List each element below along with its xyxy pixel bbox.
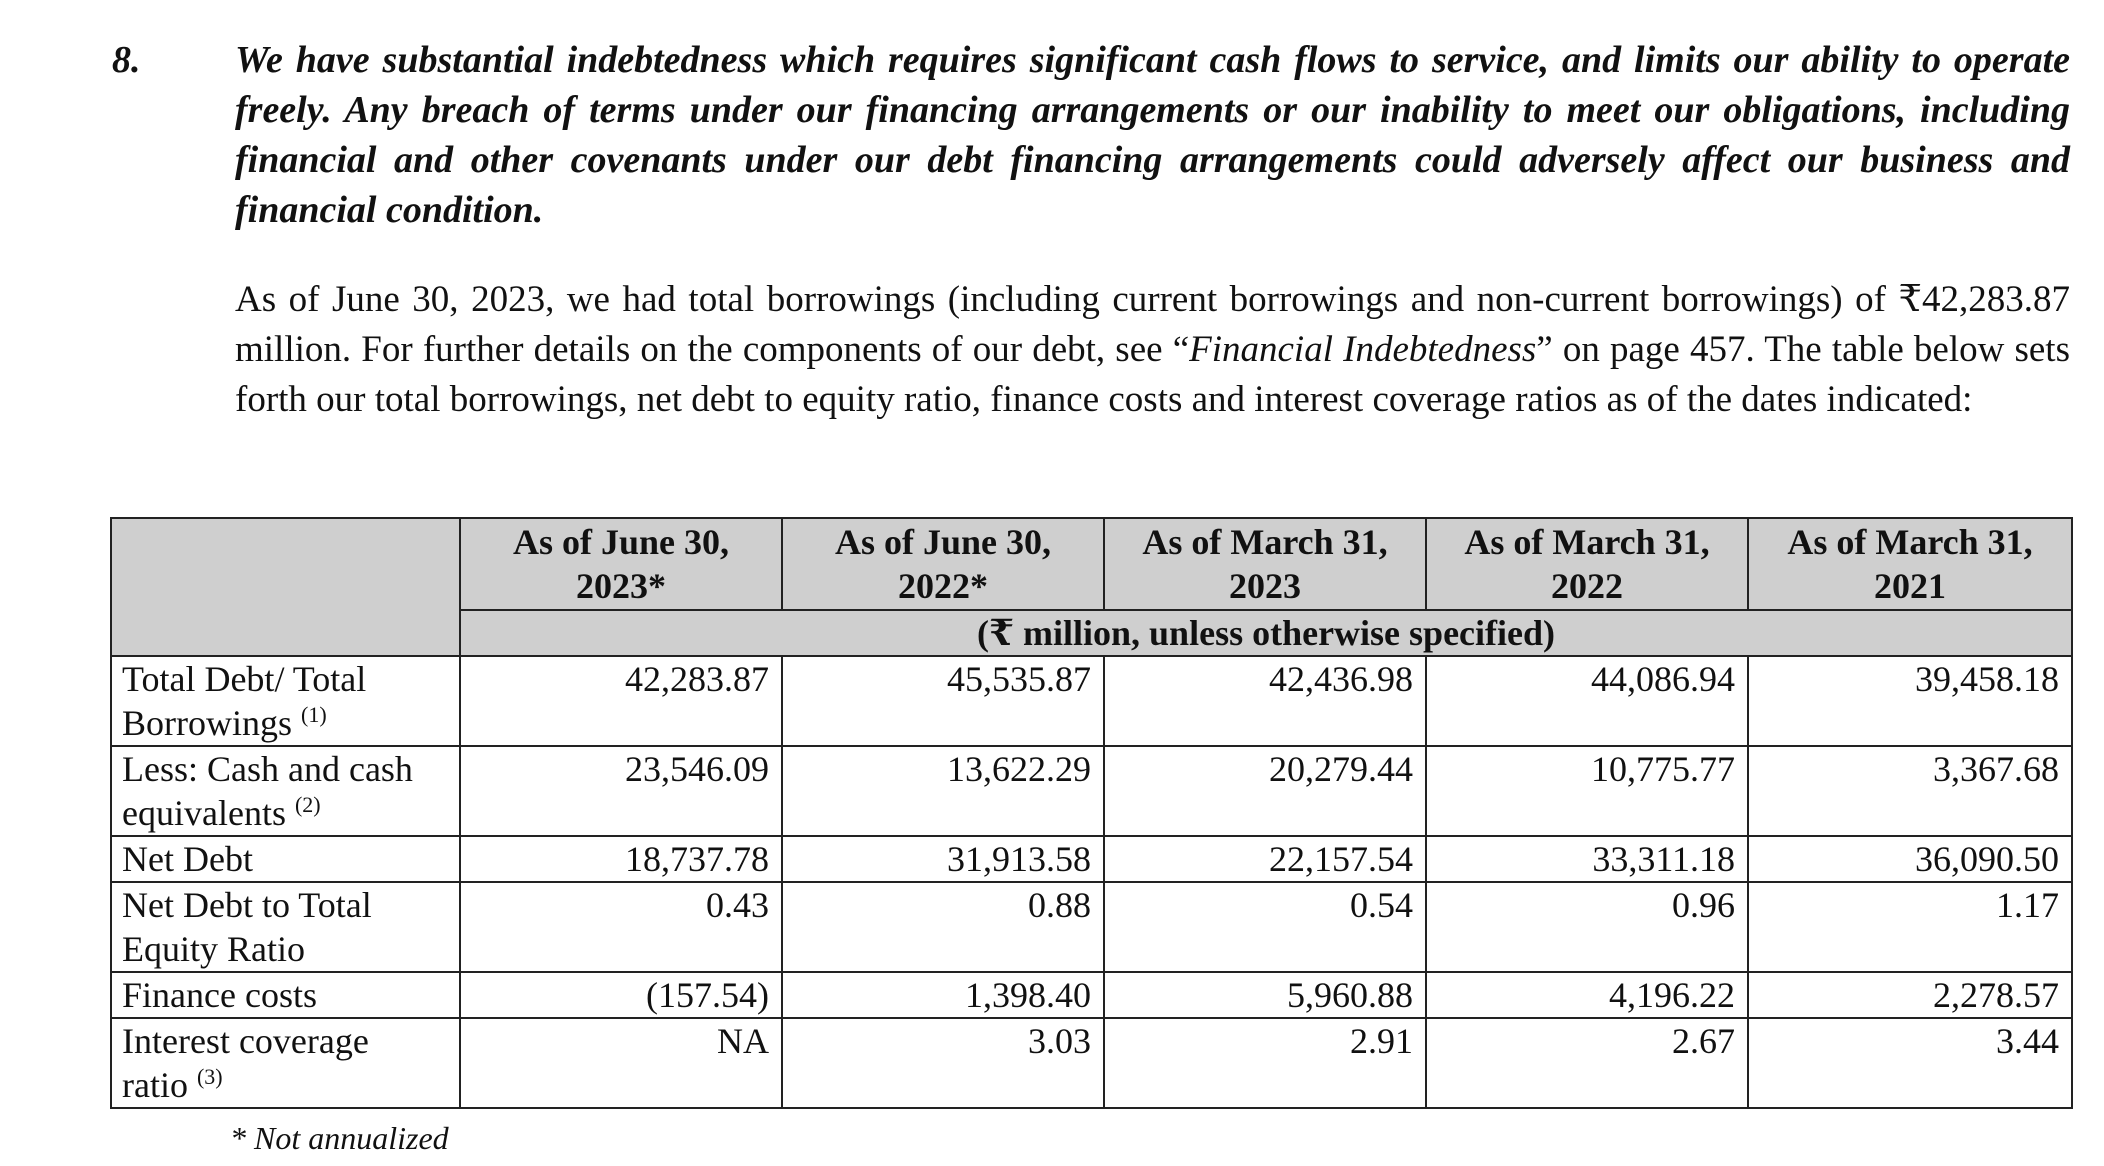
table-cell: 42,436.98 — [1104, 656, 1426, 746]
table-cell: 2,278.57 — [1748, 972, 2072, 1018]
table-cell: 0.88 — [782, 882, 1104, 972]
section-number: 8. — [112, 39, 141, 81]
table-corner-cell — [111, 518, 460, 656]
table-cell: 3.44 — [1748, 1018, 2072, 1108]
footnote-marker: (3) — [196, 1064, 223, 1089]
table-cell: 31,913.58 — [782, 836, 1104, 882]
footnote-marker: (1) — [301, 702, 327, 727]
intro-paragraph — [235, 275, 2070, 425]
table-cell: 10,775.77 — [1426, 746, 1748, 836]
unit-note: (₹ million, unless otherwise specified) — [460, 610, 2072, 656]
paragraph-text-end: ” on page 457. The table below sets forth our total borrowings, net debt to equity ratio, finance costs and interest coverage ratios as of the dates indicated: — [235, 329, 2070, 420]
section-heading: We have substantial indebtedness which requires significant cash flows to service, and limits our ability to operate freely. Any breach of terms under our financing arrangements or our inability to meet our obligations, including financial and other covenants under our debt financing arrangements could adversely affect our business and financial condition. — [235, 39, 2070, 231]
table-cell: 4,196.22 — [1426, 972, 1748, 1018]
table-cell: 2.91 — [1104, 1018, 1426, 1108]
column-header: As of March 31, 2022 — [1426, 518, 1748, 610]
row-label: Total Debt/ Total Borrowings $^{(1)}$ — [111, 656, 460, 746]
footnote-marker: (2) — [294, 792, 321, 817]
table-cell: 36,090.50 — [1748, 836, 2072, 882]
row-label: Finance costs — [111, 972, 460, 1018]
table-cell: 45,535.87 — [782, 656, 1104, 746]
indebtedness-table — [110, 517, 2073, 1109]
table-row — [111, 656, 2072, 746]
table-header-row — [111, 518, 2072, 610]
row-label: Interest coverage ratio $^{(3)}$ — [111, 1018, 460, 1108]
table-cell: 0.96 — [1426, 882, 1748, 972]
table-cell: 1.17 — [1748, 882, 2072, 972]
column-header: As of June 30, 2023* — [460, 518, 782, 610]
table-cell: 3,367.68 — [1748, 746, 2072, 836]
table-cell: 13,622.29 — [782, 746, 1104, 836]
table-cell: 1,398.40 — [782, 972, 1104, 1018]
table-cell: 0.54 — [1104, 882, 1426, 972]
paragraph-text-start: As of June 30, 2023, we had total borrowings (including current borrowings and non-current borrowings) of ₹42,283.87 million. For further details on the components of our debt, see “ — [235, 279, 2070, 370]
table-cell: 39,458.18 — [1748, 656, 2072, 746]
table-row — [111, 972, 2072, 1018]
table-cell: 22,157.54 — [1104, 836, 1426, 882]
table-cell: NA — [460, 1018, 782, 1108]
table-cell: 44,086.94 — [1426, 656, 1748, 746]
table-cell: 18,737.78 — [460, 836, 782, 882]
table-cell: (157.54) — [460, 972, 782, 1018]
table-footnote: * Not annualized — [230, 1120, 449, 1156]
table-cell: 3.03 — [782, 1018, 1104, 1108]
table-row — [111, 1018, 2072, 1108]
row-label: Net Debt to Total Equity Ratio — [111, 882, 460, 972]
cross-reference-link: Financial Indebtedness — [1189, 329, 1537, 370]
row-label: Less: Cash and cash equivalents $^{(2)}$ — [111, 746, 460, 836]
table-cell: 5,960.88 — [1104, 972, 1426, 1018]
row-label: Net Debt — [111, 836, 460, 882]
table-cell: 23,546.09 — [460, 746, 782, 836]
table-row — [111, 882, 2072, 972]
column-header: As of June 30, 2022* — [782, 518, 1104, 610]
table-cell: 20,279.44 — [1104, 746, 1426, 836]
table-cell: 2.67 — [1426, 1018, 1748, 1108]
column-header: As of March 31, 2023 — [1104, 518, 1426, 610]
table-cell: 0.43 — [460, 882, 782, 972]
table-cell: 33,311.18 — [1426, 836, 1748, 882]
table-row — [111, 746, 2072, 836]
table-row — [111, 836, 2072, 882]
table-cell: 42,283.87 — [460, 656, 782, 746]
column-header: As of March 31, 2021 — [1748, 518, 2072, 610]
